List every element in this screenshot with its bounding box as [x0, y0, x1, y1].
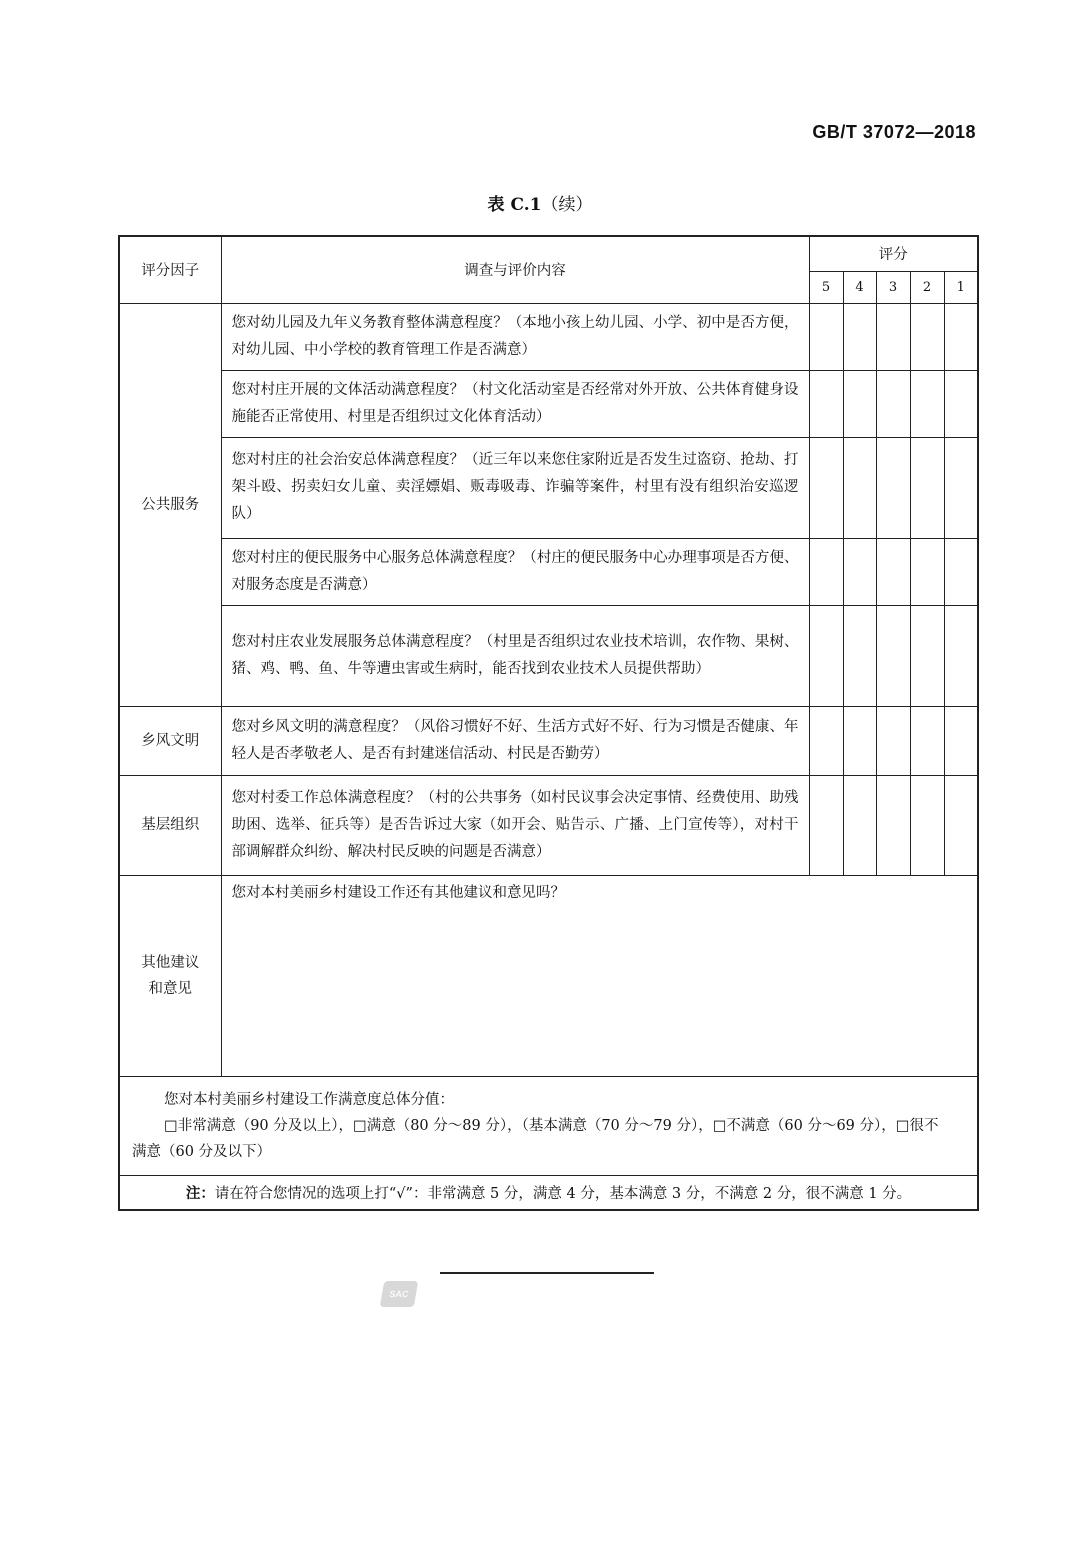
score-cell[interactable] — [910, 775, 944, 875]
score-header: 评分 — [809, 236, 978, 271]
survey-table — [118, 235, 979, 1211]
question-culture-sports: 您对村庄开展的文体活动满意程度？（村文化活动室是否经常对外开放、公共体育健身设施能否正常使用、村里是否组织过文化体育活动） — [221, 370, 809, 437]
question-public-security: 您对村庄的社会治安总体满意程度？（近三年以来您住家附近是否发生过盗窃、抢劫、打架斗殴、拐卖妇女儿童、卖淫嫖娼、贩毒吸毒、诈骗等案件，村里有没有组织治安巡逻队） — [221, 437, 809, 538]
other-suggestions-field[interactable] — [221, 875, 978, 1076]
score-cell[interactable] — [944, 775, 978, 875]
table-note — [119, 1175, 978, 1210]
overall-score-title: 您对本村美丽乡村建设工作满意度总体分值： — [164, 1091, 454, 1108]
score-cell[interactable] — [910, 538, 944, 605]
question-village-committee: 您对村委工作总体满意程度？（村的公共事务（如村民议事会决定事情、经费使用、助残助困、选举、征兵等）是否告诉过大家（如开会、贴告示、广播、上门宣传等），对村干部调解群众纠纷、解决村民反映的问题是否满意） — [221, 775, 809, 875]
score-level-5: 5 — [809, 271, 843, 303]
score-level-3: 3 — [876, 271, 910, 303]
score-cell[interactable] — [809, 605, 843, 706]
content-header: 调查与评价内容 — [221, 236, 809, 303]
score-cell[interactable] — [843, 370, 876, 437]
overall-score-section — [119, 1076, 978, 1175]
factor-other-line2: 和意见 — [148, 980, 192, 997]
score-cell[interactable] — [944, 706, 978, 775]
score-cell[interactable] — [944, 538, 978, 605]
score-level-4: 4 — [843, 271, 876, 303]
score-cell[interactable] — [910, 303, 944, 370]
score-cell[interactable] — [809, 775, 843, 875]
score-cell[interactable] — [944, 437, 978, 538]
score-cell[interactable] — [876, 370, 910, 437]
overall-score-options[interactable]: □非常满意（90 分及以上），□满意（80 分～89 分），（基本满意（70 分～79 分），□不满意（60 分～69 分），□很不 — [164, 1117, 939, 1134]
score-cell[interactable] — [843, 538, 876, 605]
question-agriculture: 您对村庄农业发展服务总体满意程度？（村里是否组织过农业技术培训，农作物、果树、猪、鸡、鸭、鱼、牛等遭虫害或生病时，能否找到农业技术人员提供帮助） — [221, 605, 809, 706]
note-label: 注： — [185, 1184, 215, 1202]
factor-other-line1: 其他建议 — [141, 954, 200, 971]
factor-rural-civility: 乡风文明 — [119, 706, 221, 775]
score-cell[interactable] — [910, 605, 944, 706]
question-civility: 您对乡风文明的满意程度？（风俗习惯好不好、生活方式好不好、行为习惯是否健康、年轻人是否孝敬老人、是否有封建迷信活动、村民是否勤劳） — [221, 706, 809, 775]
score-cell[interactable] — [876, 605, 910, 706]
score-level-1: 1 — [944, 271, 978, 303]
score-cell[interactable] — [876, 775, 910, 875]
factor-header: 评分因子 — [119, 236, 221, 303]
factor-public-service: 公共服务 — [119, 303, 221, 706]
table-caption-label: 表 C.1 — [487, 195, 542, 215]
question-education: 您对幼儿园及九年义务教育整体满意程度？（本地小孩上幼儿园、小学、初中是否方便，对幼儿园、中小学校的教育管理工作是否满意） — [221, 303, 809, 370]
score-cell[interactable] — [910, 706, 944, 775]
other-suggestions-question: 您对本村美丽乡村建设工作还有其他建议和意见吗？ — [231, 884, 565, 901]
score-level-2: 2 — [910, 271, 944, 303]
table-caption — [0, 190, 1080, 215]
score-cell[interactable] — [944, 303, 978, 370]
score-cell[interactable] — [843, 775, 876, 875]
score-cell[interactable] — [809, 538, 843, 605]
score-cell[interactable] — [843, 605, 876, 706]
overall-score-options-cont: 满意（60 分及以下） — [132, 1143, 272, 1160]
factor-grassroots-org: 基层组织 — [119, 775, 221, 875]
score-cell[interactable] — [809, 303, 843, 370]
note-text: 请在符合您情况的选项上打“√”：非常满意 5 分，满意 4 分，基本满意 3 分，不满意 2 分，很不满意 1 分。 — [214, 1185, 912, 1202]
score-cell[interactable] — [843, 706, 876, 775]
sac-watermark-logo: SAC — [380, 1281, 419, 1307]
score-cell[interactable] — [876, 706, 910, 775]
score-cell[interactable] — [944, 370, 978, 437]
score-cell[interactable] — [843, 437, 876, 538]
score-cell[interactable] — [809, 706, 843, 775]
score-cell[interactable] — [910, 370, 944, 437]
score-cell[interactable] — [809, 370, 843, 437]
question-service-center: 您对村庄的便民服务中心服务总体满意程度？（村庄的便民服务中心办理事项是否方便、对服务态度是否满意） — [221, 538, 809, 605]
score-cell[interactable] — [843, 303, 876, 370]
end-rule — [440, 1272, 654, 1274]
score-cell[interactable] — [876, 437, 910, 538]
factor-other-suggestions — [119, 875, 221, 1076]
score-cell[interactable] — [944, 605, 978, 706]
table-caption-continued: （续） — [541, 195, 593, 215]
score-cell[interactable] — [809, 437, 843, 538]
score-cell[interactable] — [876, 538, 910, 605]
standard-code: GB/T 37072—2018 — [812, 122, 976, 142]
score-cell[interactable] — [876, 303, 910, 370]
score-cell[interactable] — [910, 437, 944, 538]
